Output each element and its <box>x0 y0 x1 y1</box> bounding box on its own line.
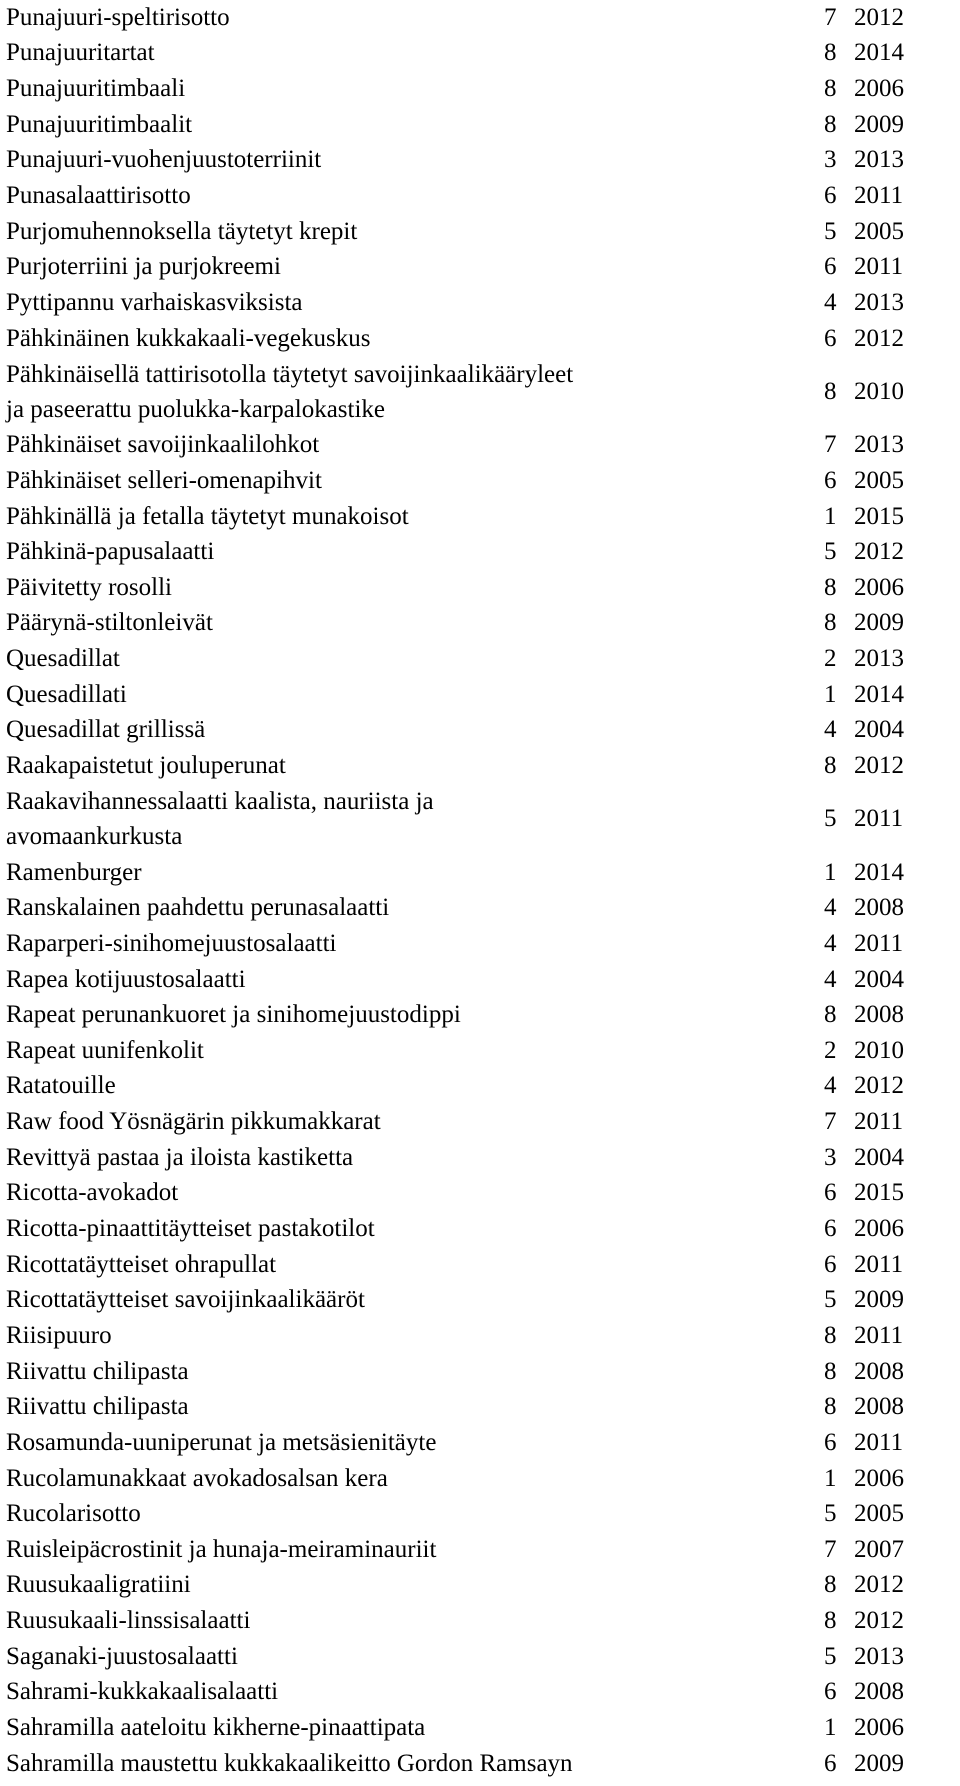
recipe-name: Ricottatäytteiset ohrapullat <box>6 1250 277 1278</box>
recipe-number: 8 <box>824 39 837 67</box>
recipe-number: 3 <box>824 1143 837 1171</box>
recipe-year: 2006 <box>854 573 904 601</box>
recipe-number: 4 <box>824 965 837 993</box>
recipe-name: Ricotta-avokadot <box>6 1179 179 1207</box>
recipe-number: 8 <box>824 1321 837 1349</box>
recipe-number: 1 <box>824 858 837 886</box>
recipe-year: 2011 <box>854 805 904 833</box>
recipe-row <box>6 107 960 143</box>
recipe-row <box>6 1496 960 1532</box>
recipe-number: 6 <box>824 1749 837 1777</box>
recipe-number: 7 <box>824 431 837 459</box>
recipe-year: 2009 <box>854 1749 904 1777</box>
recipe-year: 2009 <box>854 609 904 637</box>
recipe-year: 2011 <box>854 253 904 281</box>
recipe-number: 8 <box>824 377 837 405</box>
recipe-year: 2013 <box>854 146 904 174</box>
recipe-number: 8 <box>824 609 837 637</box>
recipe-row <box>6 36 960 72</box>
recipe-index-body <box>6 0 960 1781</box>
recipe-name: Saganaki-juustosalaatti <box>6 1642 238 1670</box>
recipe-number: 4 <box>824 716 837 744</box>
recipe-name: Ruisleipäcrostinit ja hunaja-meiraminauriit <box>6 1535 437 1563</box>
recipe-row <box>6 1176 960 1212</box>
recipe-number: 5 <box>824 1642 837 1670</box>
recipe-name: Riivattu chilipasta <box>6 1357 189 1385</box>
recipe-number: 1 <box>824 1714 837 1741</box>
recipe-number: 5 <box>824 1500 837 1528</box>
recipe-number: 5 <box>824 805 837 833</box>
recipe-name <box>6 356 824 427</box>
recipe-year: 2014 <box>854 680 904 708</box>
recipe-row <box>6 1104 960 1140</box>
recipe-number: 2 <box>824 645 837 673</box>
recipe-row <box>6 1461 960 1497</box>
recipe-row <box>6 249 960 285</box>
recipe-name: Pähkinäiset savoijinkaalilohkot <box>6 431 320 459</box>
recipe-number: 6 <box>824 1678 837 1706</box>
recipe-row <box>6 427 960 463</box>
recipe-number: 6 <box>824 253 837 281</box>
recipe-number: 6 <box>824 1428 837 1456</box>
recipe-row <box>6 1425 960 1461</box>
recipe-name: Ruusukaali-linssisalaatti <box>6 1607 251 1635</box>
recipe-year: 2012 <box>854 538 904 566</box>
recipe-number: 8 <box>824 573 837 601</box>
recipe-number: 7 <box>824 1108 837 1136</box>
recipe-number: 4 <box>824 929 837 957</box>
recipe-year: 2008 <box>854 894 904 922</box>
recipe-row <box>6 997 960 1033</box>
recipe-name: Pähkinäinen kukkakaali-vegekuskus <box>6 324 371 352</box>
recipe-row <box>6 499 960 535</box>
recipe-name: Raakapaistetut jouluperunat <box>6 751 286 779</box>
recipe-year: 2006 <box>854 1714 904 1741</box>
recipe-name: Riisipuuro <box>6 1321 112 1349</box>
recipe-name: Punajuuritimbaali <box>6 75 186 103</box>
recipe-name: Punasalaattirisotto <box>6 182 191 210</box>
recipe-number: 8 <box>824 1357 837 1385</box>
recipe-number: 8 <box>824 751 837 779</box>
recipe-row <box>6 926 960 962</box>
recipe-name: Punajuuritartat <box>6 39 155 67</box>
recipe-number: 6 <box>824 1215 837 1243</box>
recipe-year: 2005 <box>854 1500 904 1528</box>
recipe-row <box>6 71 960 107</box>
recipe-name: Sahramilla maustettu kukkakaalikeitto Gordon Ramsayn <box>6 1749 573 1777</box>
recipe-year: 2006 <box>854 1464 904 1492</box>
recipe-row <box>6 606 960 642</box>
recipe-year: 2008 <box>854 1678 904 1706</box>
recipe-row <box>6 1639 960 1675</box>
recipe-number: 6 <box>824 182 837 210</box>
recipe-name: Rosamunda-uuniperunat ja metsäsienitäyte <box>6 1428 437 1456</box>
recipe-number: 4 <box>824 288 837 316</box>
recipe-year: 2008 <box>854 1357 904 1385</box>
recipe-number: 6 <box>824 324 837 352</box>
recipe-row <box>6 1211 960 1247</box>
recipe-name: Pähkinäiset selleri-omenapihvit <box>6 466 322 494</box>
recipe-row <box>6 784 960 855</box>
recipe-name-line: ja paseerattu puolukka-karpalokastike <box>6 395 386 423</box>
recipe-year: 2013 <box>854 431 904 459</box>
recipe-name: Punajuuritimbaalit <box>6 110 193 138</box>
recipe-row <box>6 534 960 570</box>
recipe-name: Ratatouille <box>6 1072 116 1100</box>
recipe-index-table <box>6 0 960 1781</box>
recipe-year: 2014 <box>854 858 904 886</box>
recipe-name: Quesadillat <box>6 645 120 673</box>
recipe-number: 8 <box>824 75 837 103</box>
recipe-number: 5 <box>824 538 837 566</box>
recipe-year: 2005 <box>854 466 904 494</box>
recipe-name: Pähkinä-papusalaatti <box>6 538 215 566</box>
recipe-number: 8 <box>824 1571 837 1599</box>
recipe-number: 1 <box>824 680 837 708</box>
recipe-row <box>6 1033 960 1069</box>
recipe-row <box>6 1069 960 1105</box>
recipe-name: Rapea kotijuustosalaatti <box>6 965 246 993</box>
recipe-year: 2013 <box>854 1642 904 1670</box>
recipe-row <box>6 1603 960 1639</box>
recipe-name: Quesadillat grillissä <box>6 716 206 744</box>
recipe-number: 5 <box>824 217 837 245</box>
recipe-year: 2013 <box>854 288 904 316</box>
recipe-row <box>6 1746 960 1782</box>
recipe-name: Purjoterriini ja purjokreemi <box>6 253 281 281</box>
recipe-row <box>6 1710 960 1746</box>
recipe-name: Päärynä-stiltonleivät <box>6 609 213 637</box>
recipe-row <box>6 1140 960 1176</box>
recipe-number: 6 <box>824 466 837 494</box>
recipe-name-line: Raakavihannessalaatti kaalista, nauriista ja <box>6 788 434 816</box>
recipe-row <box>6 1318 960 1354</box>
recipe-name: Pyttipannu varhaiskasviksista <box>6 288 303 316</box>
recipe-number: 6 <box>824 1179 837 1207</box>
recipe-row <box>6 1247 960 1283</box>
recipe-number: 2 <box>824 1036 837 1064</box>
recipe-name: Pähkinällä ja fetalla täytetyt munakoisot <box>6 502 409 530</box>
recipe-year: 2009 <box>854 110 904 138</box>
recipe-name: Ruusukaaligratiini <box>6 1571 191 1599</box>
recipe-name: Riivattu chilipasta <box>6 1393 189 1421</box>
recipe-year: 2006 <box>854 1215 904 1243</box>
recipe-number: 5 <box>824 1286 837 1314</box>
recipe-name: Quesadillati <box>6 680 127 708</box>
recipe-year: 2015 <box>854 502 904 530</box>
recipe-year: 2011 <box>854 182 904 210</box>
recipe-row <box>6 178 960 214</box>
recipe-year: 2012 <box>854 751 904 779</box>
recipe-name: Revittyä pastaa ja iloista kastiketta <box>6 1143 354 1171</box>
recipe-number: 6 <box>824 1250 837 1278</box>
recipe-name: Punajuuri-speltirisotto <box>6 3 230 31</box>
recipe-name: Rucolamunakkaat avokadosalsan kera <box>6 1464 388 1492</box>
recipe-year: 2004 <box>854 1143 904 1171</box>
recipe-name-line: avomaankurkusta <box>6 823 183 851</box>
recipe-year: 2008 <box>854 1001 904 1029</box>
recipe-year: 2012 <box>854 324 904 352</box>
recipe-year: 2008 <box>854 1393 904 1421</box>
recipe-year: 2007 <box>854 1535 904 1563</box>
recipe-row <box>6 356 960 427</box>
recipe-row <box>6 1283 960 1319</box>
recipe-name: Rucolarisotto <box>6 1500 141 1528</box>
recipe-row <box>6 463 960 499</box>
recipe-row <box>6 713 960 749</box>
recipe-row <box>6 1389 960 1425</box>
recipe-name: Ricotta-pinaattitäytteiset pastakotilot <box>6 1215 375 1243</box>
recipe-year: 2004 <box>854 965 904 993</box>
recipe-name: Sahramilla aateloitu kikherne-pinaattipata <box>6 1714 426 1741</box>
recipe-year: 2011 <box>854 1108 904 1136</box>
recipe-number: 4 <box>824 1072 837 1100</box>
recipe-name: Rapeat uunifenkolit <box>6 1036 204 1064</box>
recipe-number: 8 <box>824 1001 837 1029</box>
recipe-year: 2011 <box>854 1250 904 1278</box>
recipe-year: 2013 <box>854 645 904 673</box>
recipe-row <box>6 962 960 998</box>
recipe-year: 2011 <box>854 929 904 957</box>
recipe-row <box>6 641 960 677</box>
recipe-year: 2014 <box>854 39 904 67</box>
recipe-row <box>6 855 960 891</box>
recipe-name: Rapeat perunankuoret ja sinihomejuustodippi <box>6 1001 461 1029</box>
recipe-year: 2009 <box>854 1286 904 1314</box>
recipe-name: Raw food Yösnägärin pikkumakkarat <box>6 1108 381 1136</box>
recipe-name: Punajuuri-vuohenjuustoterriinit <box>6 146 322 174</box>
recipe-name: Sahrami-kukkakaalisalaatti <box>6 1678 279 1706</box>
recipe-number: 1 <box>824 1464 837 1492</box>
recipe-name-line: Pähkinäisellä tattirisotolla täytetyt savoijinkaalikääryleet <box>6 360 574 388</box>
recipe-row <box>6 321 960 357</box>
recipe-row <box>6 285 960 321</box>
recipe-number: 7 <box>824 3 837 31</box>
recipe-number: 8 <box>824 110 837 138</box>
recipe-year: 2012 <box>854 1607 904 1635</box>
recipe-row <box>6 143 960 179</box>
recipe-row <box>6 214 960 250</box>
recipe-name: Ranskalainen paahdettu perunasalaatti <box>6 894 390 922</box>
recipe-year: 2015 <box>854 1179 904 1207</box>
recipe-year: 2010 <box>854 1036 904 1064</box>
recipe-year: 2004 <box>854 716 904 744</box>
recipe-year: 2011 <box>854 1321 904 1349</box>
recipe-number: 1 <box>824 502 837 530</box>
recipe-row <box>6 748 960 784</box>
recipe-year: 2012 <box>854 1072 904 1100</box>
recipe-name: Ricottatäytteiset savoijinkaalikääröt <box>6 1286 365 1314</box>
recipe-row <box>6 0 960 36</box>
recipe-year: 2006 <box>854 75 904 103</box>
recipe-row <box>6 570 960 606</box>
recipe-number: 4 <box>824 894 837 922</box>
recipe-number: 3 <box>824 146 837 174</box>
recipe-row <box>6 1568 960 1604</box>
recipe-row <box>6 1532 960 1568</box>
recipe-number: 7 <box>824 1535 837 1563</box>
recipe-name: Raparperi-sinihomejuustosalaatti <box>6 929 337 957</box>
recipe-year: 2005 <box>854 217 904 245</box>
recipe-year: 2010 <box>854 377 904 405</box>
recipe-row <box>6 677 960 713</box>
recipe-number: 8 <box>824 1607 837 1635</box>
recipe-year: 2012 <box>854 3 904 31</box>
recipe-row <box>6 1675 960 1711</box>
recipe-name: Päivitetty rosolli <box>6 573 172 601</box>
recipe-row <box>6 1354 960 1390</box>
recipe-name: Purjomuhennoksella täytetyt krepit <box>6 217 358 245</box>
recipe-name <box>6 784 824 855</box>
recipe-year: 2012 <box>854 1571 904 1599</box>
recipe-number: 8 <box>824 1393 837 1421</box>
recipe-row <box>6 890 960 926</box>
recipe-year: 2011 <box>854 1428 904 1456</box>
recipe-name: Ramenburger <box>6 858 142 886</box>
